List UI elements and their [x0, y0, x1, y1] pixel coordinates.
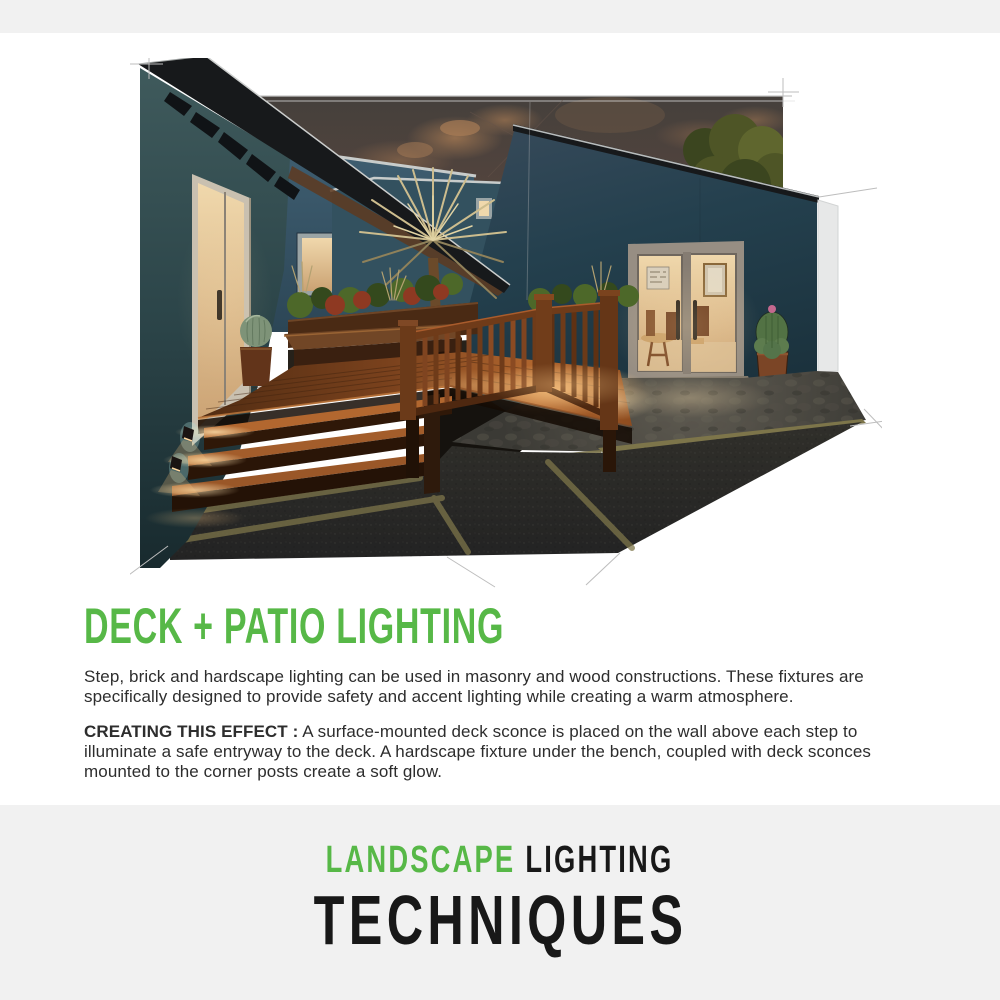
footer-title	[0, 881, 1000, 959]
brand-line-text	[326, 841, 674, 879]
effect-lead: CREATING THIS EFFECT :	[84, 721, 299, 741]
page-title	[84, 600, 924, 653]
footer-title-text: TECHNIQUES	[313, 881, 687, 959]
side-panel	[818, 188, 877, 372]
top-strip	[0, 0, 1000, 33]
footer	[0, 805, 1000, 1000]
scene-svg	[130, 58, 882, 603]
brand-landscape: LANDSCAPE	[326, 839, 516, 881]
effect-text: A surface-mounted deck sconce is placed on the wall above each step to illuminate a safe entryway to the deck. A hardscape fixture under the bench, coupled with deck sconces mounted to the corner posts create a soft glow.	[84, 721, 871, 781]
effect-paragraph	[84, 722, 924, 782]
section-deck-patio	[84, 600, 924, 797]
deck-patio-illustration	[130, 58, 882, 603]
intro-text: Step, brick and hardscape lighting can be used in masonry and wood constructions. These fixtures are specifically designed to provide safety and accent lighting while creating a warm atmosphere.	[84, 666, 864, 706]
patio-doors	[611, 241, 761, 390]
page-title-text: DECK + PATIO LIGHTING	[84, 598, 505, 654]
brand-lighting: LIGHTING	[525, 839, 674, 881]
brand-line	[0, 841, 1000, 879]
intro-paragraph	[84, 667, 924, 707]
cactus-left	[240, 315, 272, 386]
